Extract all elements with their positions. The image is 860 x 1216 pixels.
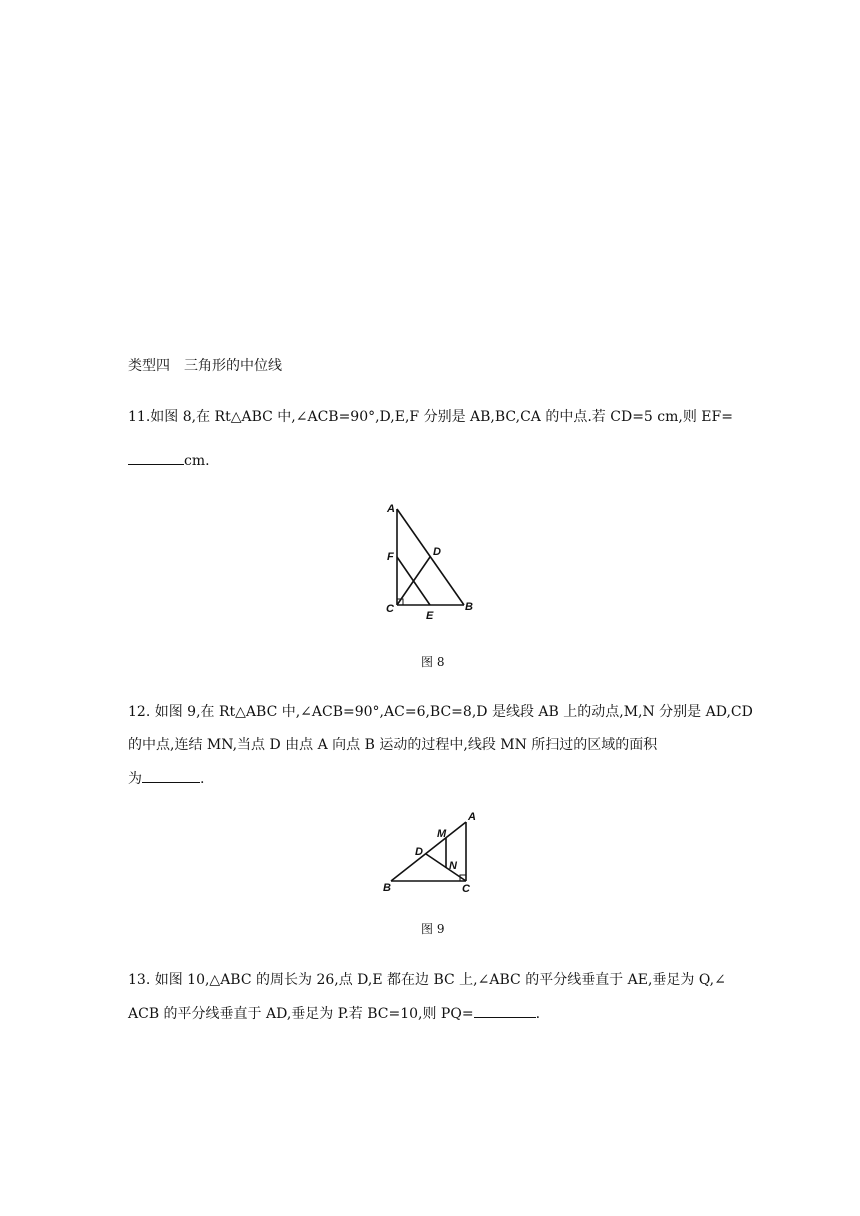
segment-ba [391, 822, 466, 881]
label-d: D [433, 546, 441, 558]
label-f: F [387, 551, 394, 563]
question-13-line-1: 13. 如图 10,△ABC 的周长为 26,点 D,E 都在边 BC 上,∠ABC 的平分线垂直于 AE,垂足为 Q,∠ [128, 972, 726, 988]
answer-blank [128, 463, 184, 465]
label-b: B [383, 882, 391, 894]
figure-8-caption: 图 8 [421, 655, 445, 669]
question-12-line-2: 的中点,连结 MN,当点 D 由点 A 向点 B 运动的过程中,线段 MN 所扫过的区域的面积 [128, 737, 658, 753]
label-d: D [415, 846, 423, 858]
question-13-line-2: ACB 的平分线垂直于 AD,垂足为 P.若 BC=10,则 PQ= . [128, 1006, 541, 1022]
answer-blank [474, 1016, 536, 1018]
question-12-line-1: 12. 如图 9,在 Rt△ABC 中,∠ACB=90°,AC=6,BC=8,D 是线段 AB 上的动点,M,N 分别是 AD,CD [128, 704, 753, 720]
label-b: B [465, 601, 473, 613]
question-11-line-1: 11.如图 8,在 Rt△ABC 中,∠ACB=90°,D,E,F 分别是 AB,BC,CA 的中点.若 CD=5 cm,则 EF= [128, 409, 733, 425]
label-n: N [449, 860, 457, 872]
section-title: 类型四 三角形的中位线 [128, 358, 282, 374]
label-m: M [437, 828, 447, 840]
label-a: A [387, 503, 395, 515]
figure-9 [378, 806, 478, 895]
figure-9-caption: 图 9 [421, 922, 445, 936]
figure-8 [380, 498, 480, 624]
label-e: E [426, 610, 434, 622]
answer-blank [142, 781, 200, 783]
question-11-line-2: cm. [128, 453, 210, 469]
label-a: A [468, 811, 476, 823]
label-c: C [386, 603, 394, 615]
label-c: C [462, 883, 470, 895]
question-12-line-3: 为 . [128, 771, 205, 787]
